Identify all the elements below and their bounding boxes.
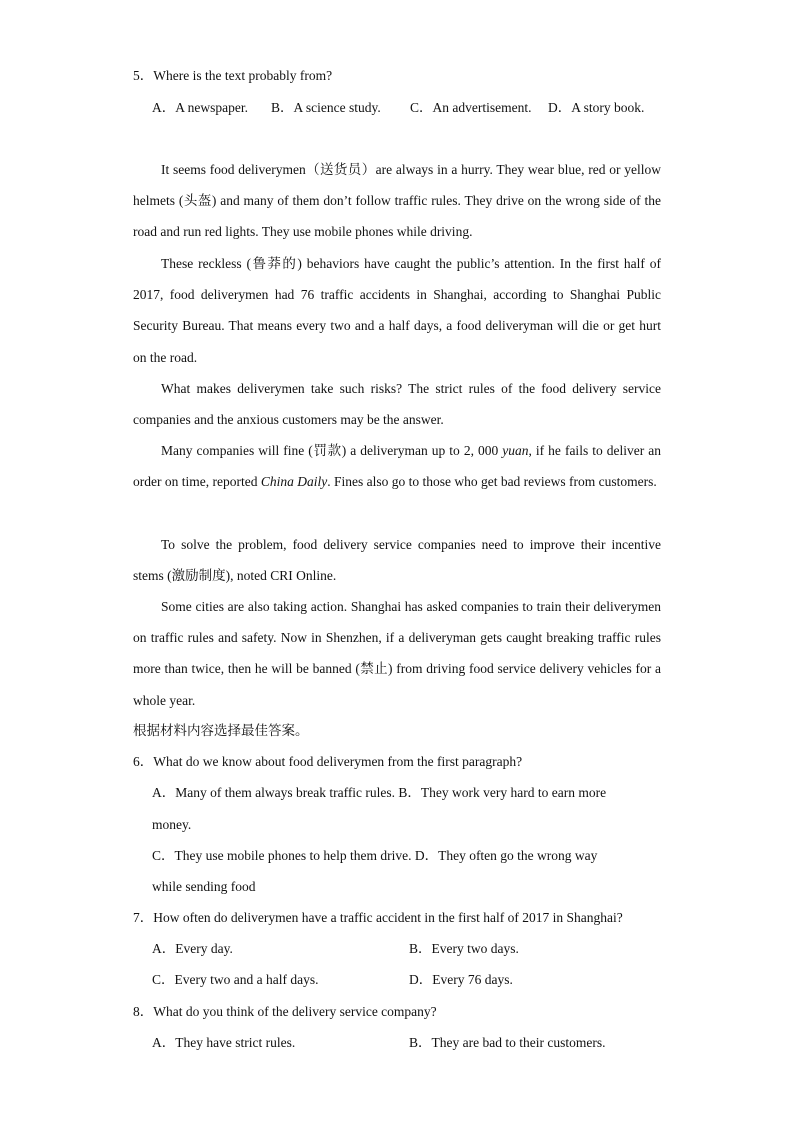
option-text: A story book. (571, 100, 645, 115)
q5-option-c[interactable] (410, 99, 532, 117)
option-text: They have strict rules. (175, 1035, 296, 1050)
passage-paragraph-2: These reckless (鲁莽的) behaviors have caught the public’s attention. In the first half of 2017, food deliverymen had 76 traffic accidents in Shanghai, according to Shanghai Public Security Bureau. That means every two and a half days, a food deliveryman will die or get hurt on the road. (133, 256, 661, 365)
text-run: , if he fails to deliver an order on time, reported (133, 443, 661, 490)
q7-option-a[interactable] (152, 940, 233, 958)
question-5 (133, 67, 332, 85)
text-run: Many companies will fine (罚款) a deliveryman up to 2, 000 (161, 443, 503, 458)
option-letter: D． (409, 972, 433, 987)
option-text: Every day. (175, 941, 233, 956)
currency-term: yuan (502, 443, 529, 458)
option-letter: B． (271, 100, 294, 115)
passage-paragraph-4 (133, 435, 661, 497)
option-letter: C． (152, 972, 175, 987)
q7-option-b[interactable] (409, 940, 519, 958)
question-text: How often do deliverymen have a traffic accident in the first half of 2017 in Shanghai? (153, 910, 623, 925)
passage-paragraph-3: What makes deliverymen take such risks? The strict rules of the food delivery service companies and the anxious customers may be the answer. (133, 381, 661, 428)
option-letter: D． (548, 100, 572, 115)
option-letter: C． (410, 100, 433, 115)
option-text: They are bad to their customers. (431, 1035, 606, 1050)
passage-paragraph-6: Some cities are also taking action. Shanghai has asked companies to train their deliverymen on traffic rules and safety. Now in Shenzhen, if a deliveryman gets caught breaking traffic rules more than twice, then he will be banned (禁止) from driving food service delivery vehicles for a whole year. (133, 599, 661, 708)
option-letter: A． (152, 1035, 176, 1050)
q6-options-line-3[interactable]: C．They use mobile phones to help them drive. D．They often go the wrong way (152, 848, 598, 863)
q5-option-b[interactable] (271, 99, 381, 117)
passage-paragraph-1: It seems food deliverymen（送货员）are always in a hurry. They wear blue, red or yellow helmets (头盔) and many of them don’t follow traffic rules. They drive on the wrong side of the road and run red lights. They use mobile phones while driving. (133, 162, 661, 240)
question-number: 6． (133, 754, 154, 769)
q6-options-line-2: money. (152, 817, 192, 832)
q6-options-line-1[interactable]: A．Many of them always break traffic rules. B．They work very hard to earn more (152, 785, 607, 800)
question-number: 8． (133, 1004, 154, 1019)
text-run: . Fines also go to those who get bad reviews from customers. (327, 474, 657, 490)
option-letter: B． (409, 1035, 432, 1050)
instruction: 根据材料内容选择最佳答案。 (133, 723, 309, 738)
question-text: Where is the text probably from? (153, 68, 333, 83)
option-letter: B． (409, 941, 432, 956)
question-number: 7． (133, 910, 154, 925)
passage-paragraph-5: To solve the problem, food delivery service companies need to improve their incentive stems (激励制度), noted CRI Online. (133, 537, 661, 584)
option-text: A newspaper. (175, 100, 248, 115)
option-text: Every two and a half days. (174, 972, 319, 987)
option-text: An advertisement. (432, 100, 532, 115)
question-7 (133, 909, 623, 927)
publication-name: China Daily (260, 474, 328, 490)
q5-option-a[interactable] (152, 99, 248, 117)
question-number: 5． (133, 68, 154, 83)
q7-option-c[interactable] (152, 971, 318, 989)
q5-option-d[interactable] (548, 99, 644, 117)
option-text: Every two days. (431, 941, 519, 956)
option-text: Every 76 days. (432, 972, 513, 987)
question-6 (133, 753, 522, 771)
option-text: A science study. (293, 100, 381, 115)
q8-option-b[interactable] (409, 1034, 605, 1052)
q7-option-d[interactable] (409, 971, 513, 989)
q8-option-a[interactable] (152, 1034, 295, 1052)
option-letter: A． (152, 100, 176, 115)
question-8 (133, 1003, 437, 1021)
question-text: What do we know about food deliverymen from the first paragraph? (153, 754, 523, 769)
q6-options-line-4: while sending food (152, 879, 256, 894)
option-letter: A． (152, 941, 176, 956)
question-text: What do you think of the delivery service company? (153, 1004, 437, 1019)
